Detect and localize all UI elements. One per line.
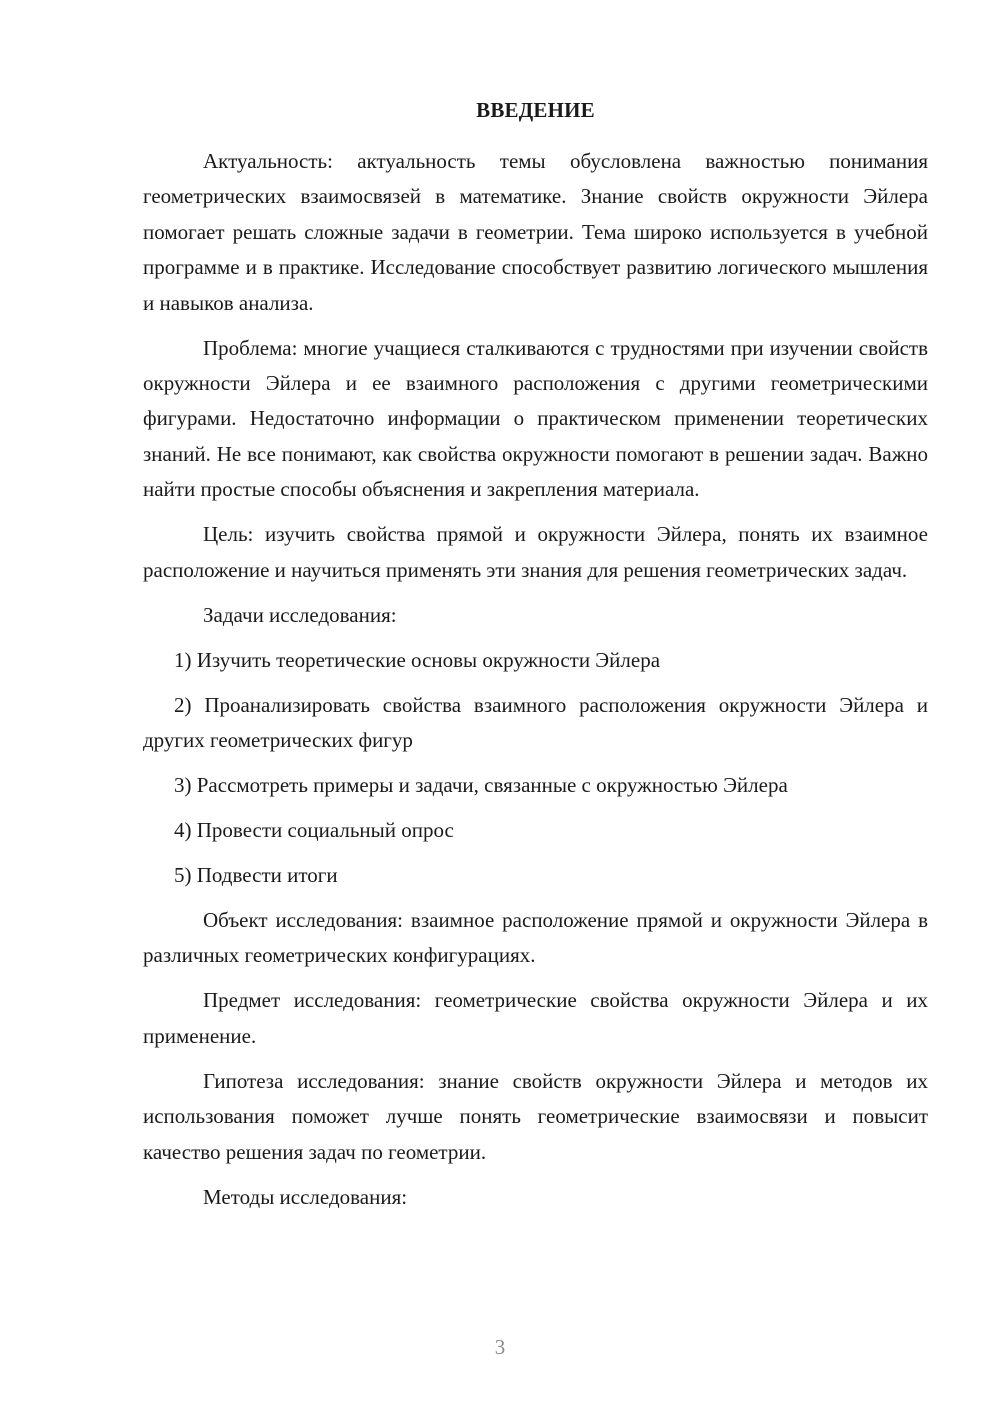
methods-heading: Методы исследования:	[203, 1184, 408, 1209]
task-item-4: 4) Провести социальный опрос	[174, 818, 454, 843]
page-number: 3	[494, 1335, 506, 1359]
problem-paragraph: Проблема: многие учащиеся сталкиваются с трудностями при изучении свойств окружности Эйлера и ее взаимного расположения с другими геометрическими фигурами. Недостаточно информации о практическом применении теоретических знаний. Не все понимают, как свойства окружности помогают в решении задач. Важно найти простые способы объяснения и закрепления материала.	[143, 335, 928, 502]
relevance-paragraph: Актуальность: актуальность темы обусловлена важностью понимания геометрических взаимосвязей в математике. Знание свойств окружности Эйлера помогает решать сложные задачи в геометрии. Тема широко используется в учебной программе и в практике. Исследование способствует развитию логического мышления и навыков анализа.	[143, 149, 928, 315]
tasks-heading: Задачи исследования:	[203, 602, 397, 627]
task-item-5: 5) Подвести итоги	[174, 863, 338, 888]
task-item-3: 3) Рассмотреть примеры и задачи, связанные с окружностью Эйлера	[174, 773, 788, 798]
goal-paragraph: Цель: изучить свойства прямой и окружности Эйлера, понять их взаимное расположение и научиться применять эти знания для решения геометрических задач.	[143, 522, 928, 582]
hypothesis-paragraph: Гипотеза исследования: знание свойств окружности Эйлера и методов их использования поможет лучше понять геометрические взаимосвязи и повысит качество решения задач по геометрии.	[143, 1068, 928, 1164]
document-page	[143, 96, 928, 1225]
task-item-1: 1) Изучить теоретические основы окружности Эйлера	[174, 647, 661, 672]
object-paragraph: Объект исследования: взаимное расположение прямой и окружности Эйлера в различных геометрических конфигурациях.	[143, 908, 928, 968]
task-item-2: 2) Проанализировать свойства взаимного расположения окружности Эйлера и других геометрических фигур	[143, 692, 928, 753]
subject-paragraph: Предмет исследования: геометрические свойства окружности Эйлера и их применение.	[143, 988, 928, 1048]
section-title: ВВЕДЕНИЕ	[476, 98, 595, 122]
